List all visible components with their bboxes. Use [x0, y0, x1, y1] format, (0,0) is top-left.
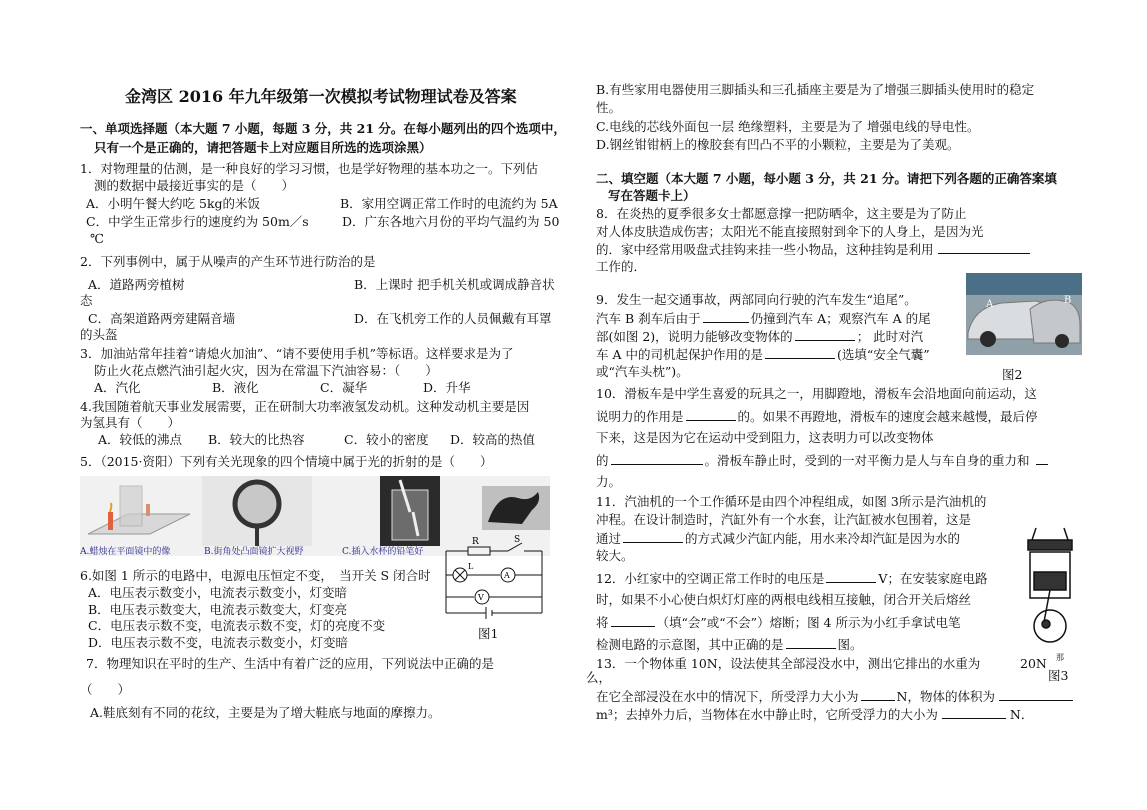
- q9-blank-3[interactable]: [765, 346, 835, 359]
- q4-stem: 4.我国随着航天事业发展需要，正在研制大功率液氢发动机。这种发动机主要是因: [80, 399, 530, 414]
- gasoline-engine-diagram-fig3: [1018, 522, 1082, 662]
- q9-line-2-text-a: 汽车 B 刹车后由于: [596, 311, 701, 326]
- q5-caption-c: C.插入水杯的铅笔好: [342, 547, 424, 556]
- q6-stem: 6.如图 1 所示的电路中，电源电压恒定不变， 当开关 S 闭合时: [80, 568, 431, 583]
- q11-line-1: 11．汽油机的一个工作循环是由四个冲程组成，如图 3所示是汽油机的: [596, 494, 987, 509]
- car-collision-photo-fig2: [966, 273, 1082, 355]
- circuit-label-r: R: [472, 537, 479, 547]
- circuit-diagram-fig1: [438, 535, 550, 625]
- q7-option-b-cont: 性。: [596, 100, 622, 115]
- q6-option-c: C．电压表示数不变，电流表示数不变，灯的亮度不变: [88, 618, 386, 633]
- q10-line-2-text-b: 的。如果不再蹬地，滑板车的速度会越来越慢，最后停: [737, 409, 1038, 424]
- q10-blank-1[interactable]: [686, 408, 736, 421]
- q2-option-b: B．上课时 把手机关机或调成静音状: [354, 277, 555, 292]
- q9-line-3-text-a: 部(如图 2)，说明力能够改变物体的: [596, 329, 793, 344]
- q8-line-1: 8．在炎热的夏季很多女士都愿意撑一把防晒伞，这主要是为了防止: [596, 206, 967, 221]
- q13-tail: 那: [1056, 653, 1064, 662]
- q1-option-d-unit: ℃: [90, 231, 104, 246]
- q11-line-4: 较大。: [596, 548, 634, 563]
- q9-line-1: 9．发生一起交通事故，两部同向行驶的汽车发生“追尾”。: [596, 292, 917, 307]
- circuit-label-ammeter: A: [504, 571, 510, 580]
- q1-stem: 1．对物理量的估测，是一种良好的学习习惯，也是学好物理的基本功之一。下列估: [80, 161, 538, 176]
- q12-line-2: 时，如果不小心使白炽灯灯座的两根电线相互接触，闭合开关后熔丝: [596, 592, 972, 607]
- q2-option-a: A．道路两旁植树: [88, 277, 185, 292]
- q12-line-1-text-a: 12．小红家中的空调正常工作时的电压是: [596, 571, 825, 586]
- q8-line-3-text: 的．家中经常用吸盘式挂钩来挂一些小物品，这种挂钩是利用: [596, 242, 934, 257]
- q11-line-2: 冲程。在设计制造时，汽缸外有一个水套，让汽缸被水包围着，这是: [596, 512, 972, 527]
- q10-line-5: 力。: [596, 474, 622, 489]
- q9-line-4-text-a: 车 A 中的司机起保护作用的是: [596, 347, 763, 362]
- q5-caption-a: A.蜡烛在平面镜中的像: [80, 547, 171, 556]
- q10-line-4-text-b: 。滑板车静止时，受到的一对平衡力是人与车自身的重力和: [704, 453, 1030, 468]
- section2-heading: 二、填空题（本大题 7 小题，每小题 3 分，共 21 分。请把下列各题的正确答案填: [596, 171, 1057, 186]
- q12-line-1-text-b: V；在安装家庭电路: [878, 571, 988, 586]
- q9-line-3-text-b: ； 此时对汽: [856, 329, 924, 344]
- q4-option-d: D．较高的热值: [450, 432, 536, 447]
- q2-option-d-cont: 的头盔: [80, 327, 118, 342]
- q1-option-d: D．广东各地六月份的平均气温约为 50: [342, 214, 560, 229]
- page-title: 金湾区 2016 年九年级第一次模拟考试物理试卷及答案: [125, 87, 517, 106]
- q13-line-3: [596, 688, 1073, 705]
- q4-option-b: B．较大的比热容: [208, 432, 305, 447]
- q9-line-4: [596, 346, 930, 363]
- q2-option-b-cont: 态: [80, 293, 93, 308]
- q13-line-4: [596, 706, 1033, 723]
- q1-option-c: C．中学生正常步行的速度约为 50m／s: [86, 214, 309, 229]
- q4-option-a: A．较低的沸点: [98, 432, 183, 447]
- circuit-label-l: L: [468, 562, 474, 571]
- q13-water-weight: 20N: [1020, 656, 1047, 671]
- q13-blank-2[interactable]: [999, 688, 1073, 701]
- candle-mirror-illustration: [80, 476, 200, 546]
- q6-option-d: D．电压表示数不变，电流表示数变小，灯变暗: [88, 635, 349, 650]
- q9-line-5: 或“汽车头枕”)。: [596, 364, 689, 379]
- fig2-caption: 图2: [1002, 367, 1023, 382]
- convex-mirror-illustration: [202, 476, 312, 546]
- q3-option-d: D．升华: [423, 380, 471, 395]
- q13-line-3-text-b: N，物体的体积为: [896, 689, 995, 704]
- q12-line-4-text-b: 图。: [837, 637, 863, 652]
- q9-line-2: [596, 310, 931, 327]
- q11-blank[interactable]: [623, 530, 683, 543]
- section1-heading-cont: 只有一个是正确的，请把答题卡上对应题目所选的选项涂黑）: [94, 140, 432, 155]
- q10-blank-3[interactable]: [1036, 452, 1048, 465]
- q13-blank-1[interactable]: [861, 688, 895, 701]
- section2-heading-cont: 写在答题卡上）: [608, 188, 696, 203]
- q8-line-3: [596, 241, 1030, 258]
- q7-option-d: D.钢丝钳钳柄上的橡胶套有凹凸不平的小颗粒，主要是为了美观。: [596, 137, 960, 152]
- q2-option-d: D．在飞机旁工作的人员佩戴有耳罩: [354, 311, 552, 326]
- section1-heading: 一、单项选择题（本大题 7 小题，每题 3 分，共 21 分。在每小题列出的四个选项中，: [80, 121, 566, 136]
- q6-option-a: A．电压表示数变小，电流表示数变小，灯变暗: [88, 585, 348, 600]
- q1-option-b: B．家用空调正常工作时的电流约为 5A: [340, 196, 558, 211]
- q8-blank[interactable]: [938, 241, 1030, 254]
- q2-option-c: C．高架道路两旁建隔音墙: [88, 311, 236, 326]
- q12-line-3: [596, 614, 960, 631]
- q9-line-4-text-b: (选填“安全气囊”: [836, 347, 930, 362]
- q13-line-4-text-b: N．: [1009, 707, 1034, 722]
- q10-line-4: [596, 452, 1048, 469]
- fig1-caption: 图1: [478, 626, 499, 641]
- q6-option-b: B．电压表示数变大，电流表示数变大，灯变亮: [88, 602, 348, 617]
- q7-option-b: B.有些家用电器使用三脚插头和三孔插座主要是为了增强三脚插头使用时的稳定: [596, 82, 1035, 97]
- q5-stem: 5．（2015·资阳）下列有关光现象的四个情境中属于光的折射的是（ ）: [80, 454, 493, 469]
- q11-line-3: [596, 530, 960, 547]
- q13-line-3-text-a: 在它全部浸没在水中的情况下，所受浮力大小为: [596, 689, 859, 704]
- q13-line-4-text-a: m³；去掉外力后，当物体在水中静止时，它所受浮力的大小为: [596, 707, 938, 722]
- q13-blank-3[interactable]: [942, 706, 1006, 719]
- q12-line-4-text-a: 检测电路的示意图，其中正确的是: [596, 637, 784, 652]
- q12-blank-2[interactable]: [611, 614, 655, 627]
- circuit-label-voltmeter: V: [478, 593, 484, 602]
- q11-line-3-text-b: 的方式减少汽缸内能，用水来冷却汽缸是因为水的: [685, 531, 961, 546]
- q13-line-2: 么，: [586, 670, 612, 685]
- q12-line-1: [596, 570, 987, 587]
- q5-caption-b: B.街角处凸面镜扩大视野: [204, 547, 304, 556]
- q12-line-3-text-a: 将: [596, 615, 609, 630]
- q12-blank-1[interactable]: [826, 570, 876, 583]
- q12-line-4: [596, 636, 863, 653]
- q10-blank-2[interactable]: [611, 452, 703, 465]
- q10-line-2: [596, 408, 1038, 425]
- q7-option-c: C.电线的芯线外面包一层 绝缘塑料，主要是为了 增强电线的导电性。: [596, 119, 980, 134]
- q3-option-b: B．液化: [212, 380, 259, 395]
- q12-blank-3[interactable]: [786, 636, 836, 649]
- q3-option-c: C．凝华: [320, 380, 368, 395]
- q4-option-c: C．较小的密度: [344, 432, 429, 447]
- q10-line-1: 10．滑板车是中学生喜爱的玩具之一，用脚蹬地，滑板车会沿地面向前运动，这: [596, 386, 1037, 401]
- q10-line-2-text-a: 说明力的作用是: [596, 409, 684, 424]
- q7-stem: 7．物理知识在平时的生产、生活中有着广泛的应用，下列说法中正确的是: [86, 656, 494, 671]
- q3-stem: 3．加油站常年挂着“请熄火加油”、“请不要使用手机”等标语。这样要求是为了: [80, 346, 514, 361]
- q8-line-4: 工作的．: [596, 259, 647, 274]
- q7-paren: （ ）: [80, 682, 131, 697]
- q9-blank-1[interactable]: [703, 310, 749, 323]
- q11-line-3-text-a: 通过: [596, 531, 622, 546]
- pencil-in-water-illustration: [380, 476, 440, 546]
- q10-line-3: 下来，这是因为它在运动中受到阻力，这表明力可以改变物体: [596, 430, 934, 445]
- q3-option-a: A．汽化: [94, 380, 141, 395]
- shadow-puppet-illustration: [482, 486, 550, 530]
- q9-line-3: [596, 328, 923, 345]
- q4-stem-cont: 为氢具有（ ）: [80, 415, 181, 430]
- q1-option-a: A．小明午餐大约吃 5kg的米饭: [86, 196, 261, 211]
- q12-line-3-text-b: （填“会”或“不会”）熔断；图 4 所示为小红手拿试电笔: [656, 615, 961, 630]
- q7-option-a: A.鞋底刻有不同的花纹，主要是为了增大鞋底与地面的摩擦力。: [90, 705, 441, 720]
- q1-stem-cont: 测的数据中最接近事实的是（ ）: [94, 178, 295, 193]
- car-label-b: B: [1064, 295, 1072, 306]
- q3-stem-cont: 防止火花点燃汽油引起火灾，因为在常温下汽油容易：（ ）: [94, 363, 438, 378]
- circuit-label-s: S: [514, 535, 521, 545]
- fig3-caption: 图3: [1048, 668, 1069, 683]
- q8-line-2: 对人体皮肤造成伤害；太阳光不能直接照射到伞下的人身上，是因为光: [596, 224, 984, 239]
- q9-blank-2[interactable]: [795, 328, 855, 341]
- q2-stem: 2．下列事例中，属于从噪声的产生环节进行防治的是: [80, 254, 376, 269]
- q10-line-4-text-a: 的: [596, 453, 609, 468]
- q9-line-2-text-b: 仍撞到汽车 A；观察汽车 A 的尾: [750, 311, 931, 326]
- q13-line-1: 13．一个物体重 10N，设法使其全部浸没水中，测出它排出的水重为: [596, 656, 981, 671]
- car-label-a: A: [986, 299, 994, 310]
